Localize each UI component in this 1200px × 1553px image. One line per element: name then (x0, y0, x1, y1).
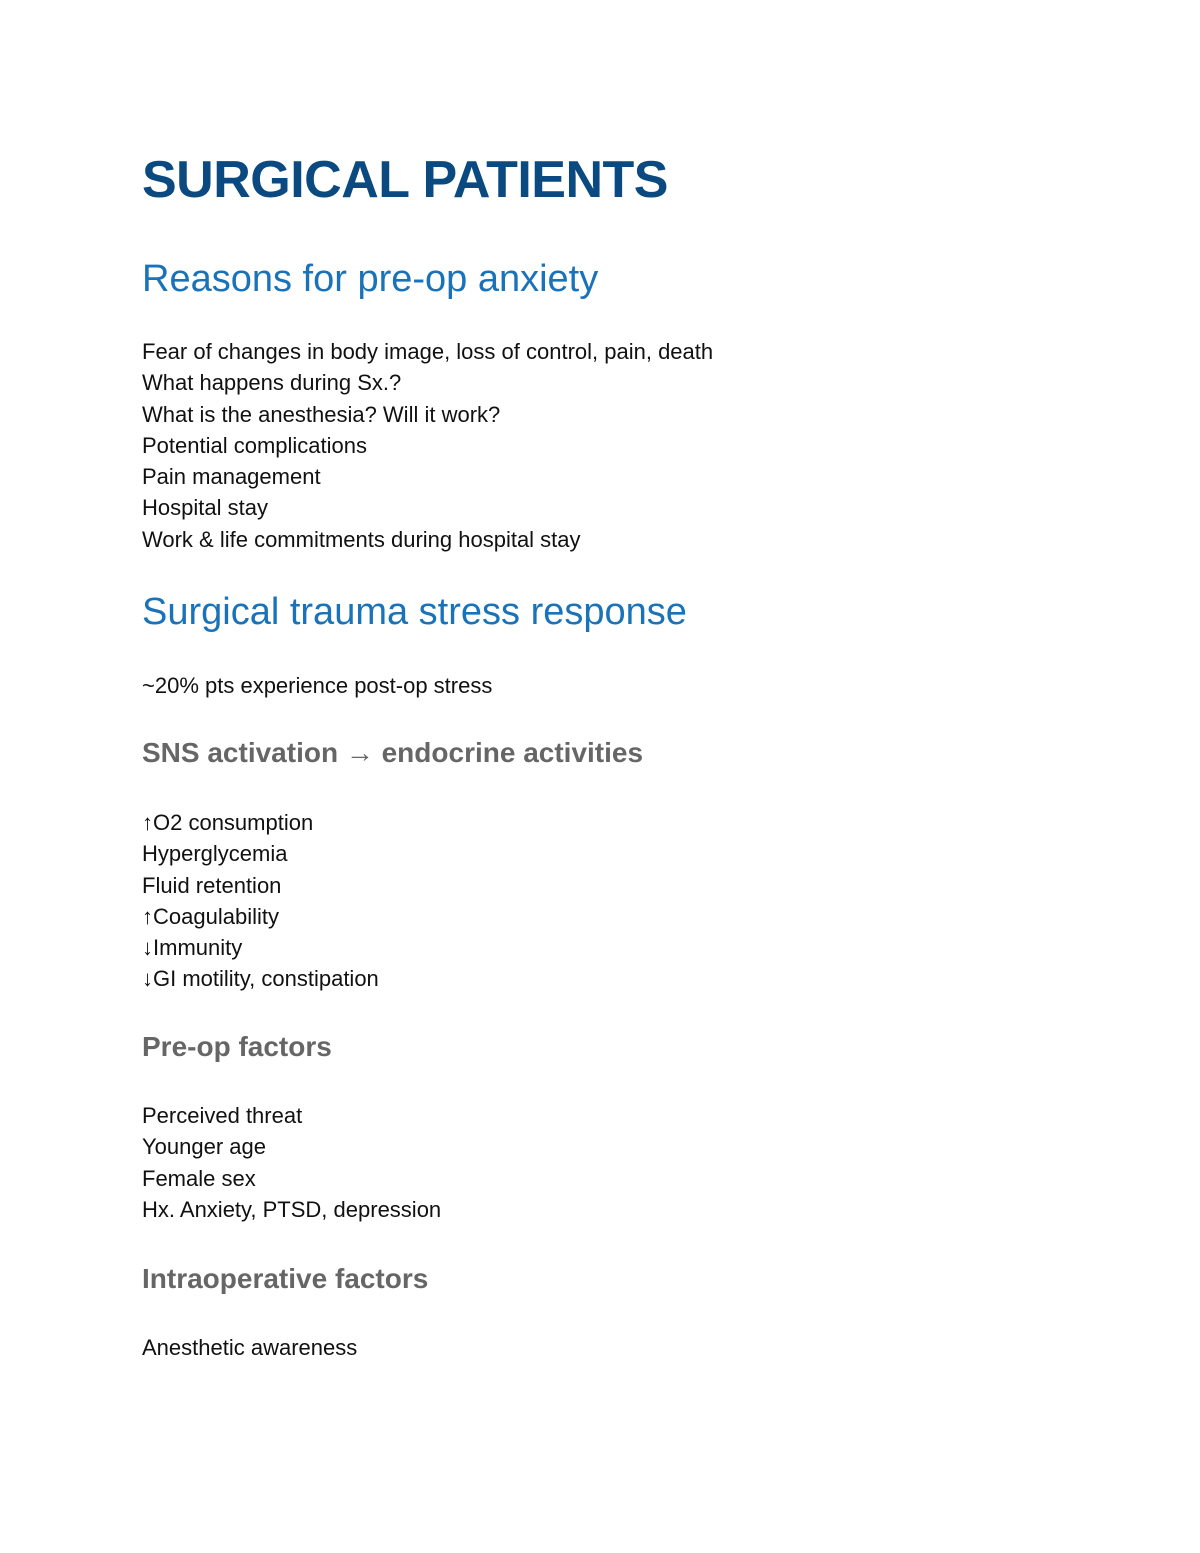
list-item: Pain management (142, 464, 321, 490)
intraoperative-factors-list (142, 1332, 357, 1363)
list-item: ↓GI motility, constipation (142, 966, 379, 992)
list-item: ↓Immunity (142, 935, 243, 961)
list-item: Hospital stay (142, 495, 268, 521)
list-item: Hyperglycemia (142, 841, 288, 867)
list-item: ↑O2 consumption (142, 810, 314, 835)
list-item: Younger age (142, 1134, 266, 1160)
list-item: Potential complications (142, 432, 368, 458)
page-title: SURGICAL PATIENTS (142, 151, 668, 209)
list-item: Female sex (142, 1165, 256, 1191)
list-item: Fear of changes in body image, loss of control, pain, death (142, 339, 714, 364)
subheading-sns-activation: SNS activation → endocrine activities (142, 737, 644, 768)
sns-effects-list (142, 807, 379, 995)
list-item: Perceived threat (142, 1103, 303, 1128)
list-item: What is the anesthesia? Will it work? (142, 401, 501, 427)
list-item: Work & life commitments during hospital stay (142, 526, 581, 552)
preop-factors-list (142, 1100, 441, 1225)
list-item: Anesthetic awareness (142, 1335, 358, 1360)
preop-anxiety-list (142, 336, 713, 555)
list-item: Fluid retention (142, 872, 282, 898)
stress-intro-text: ~20% pts experience post-op stress (142, 673, 493, 698)
list-item: Hx. Anxiety, PTSD, depression (142, 1196, 442, 1222)
list-item: ↑Coagulability (142, 903, 279, 929)
subheading-preop-factors: Pre-op factors (142, 1031, 332, 1062)
section-heading-preop-anxiety: Reasons for pre-op anxiety (142, 258, 599, 300)
list-item: What happens during Sx.? (142, 370, 402, 396)
section-heading-stress-response: Surgical trauma stress response (142, 591, 687, 633)
subheading-intraoperative-factors: Intraoperative factors (142, 1263, 429, 1294)
